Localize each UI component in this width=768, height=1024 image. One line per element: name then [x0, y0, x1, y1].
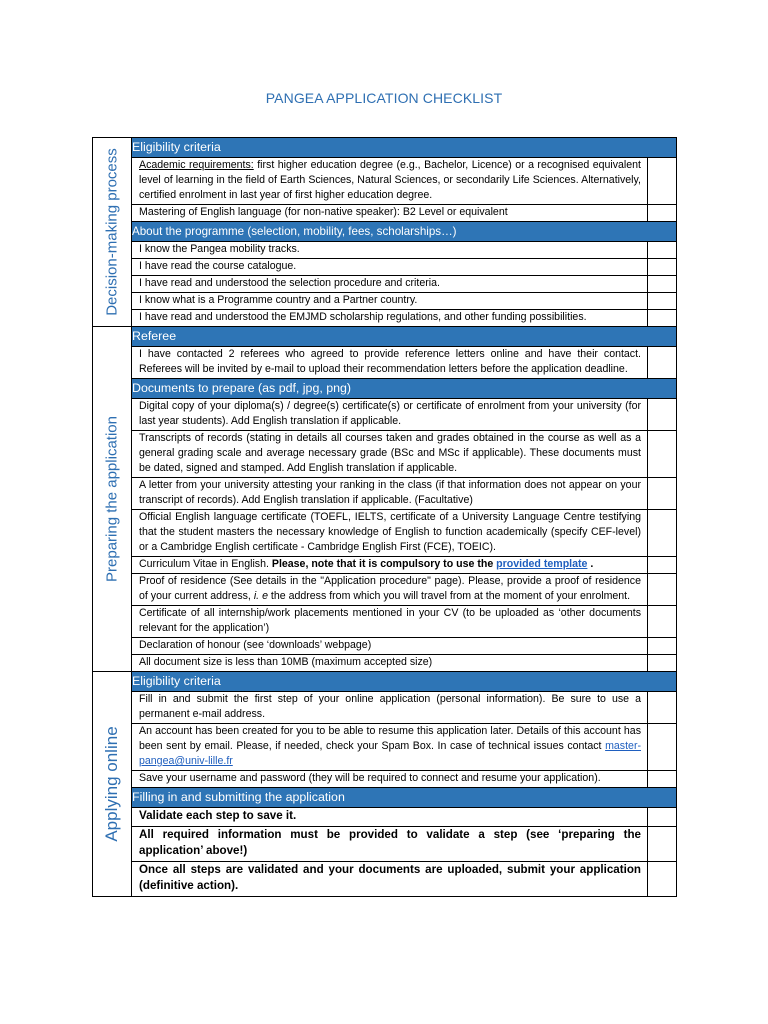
checkbox-cell[interactable]	[648, 510, 676, 556]
checklist-item: I know what is a Programme country and a Partner country.	[132, 292, 676, 309]
checkbox-cell[interactable]	[648, 771, 676, 787]
checkbox-cell[interactable]	[648, 205, 676, 221]
checklist-item: Mastering of English language (for non-native speaker): B2 Level or equivalent	[132, 204, 676, 221]
checklist-item: Academic requirements: first higher education degree (e.g., Bachelor, Licence) or a recognised equivalent level of learning in the field of Earth Sciences, Natural Sciences, or secondarily Life Sciences. Alternatively, certified enrolment in last year of first higher education degree.	[132, 157, 676, 204]
checkbox-cell[interactable]	[648, 827, 676, 861]
checkbox-cell[interactable]	[648, 259, 676, 275]
checkbox-cell[interactable]	[648, 606, 676, 637]
checklist-item: I have read and understood the selection procedure and criteria.	[132, 275, 676, 292]
checkbox-cell[interactable]	[648, 655, 676, 671]
checklist-item: I have read and understood the EMJMD scholarship regulations, and other funding possibilities.	[132, 309, 676, 326]
contact-email-link[interactable]: master-pangea@univ-lille.fr	[139, 740, 641, 767]
checklist-item: Save your username and password (they will be required to connect and resume your application).	[132, 770, 676, 787]
checkbox-cell[interactable]	[648, 724, 676, 770]
checkbox-cell[interactable]	[648, 310, 676, 326]
checkbox-cell[interactable]	[648, 293, 676, 309]
group-header-filling-submitting: Filling in and submitting the application	[132, 787, 676, 807]
checklist-item: An account has been created for you to be able to resume this application later. Details of this account has been sent by email. Please, if needed, check your Spam Box. In case of technical issues contact master-pangea@univ-lille.fr	[132, 723, 676, 770]
group-header-eligibility: Eligibility criteria	[132, 138, 676, 157]
section-side-label: Applying online	[93, 672, 132, 896]
checkbox-cell[interactable]	[648, 276, 676, 292]
checklist-item: I have contacted 2 referees who agreed to provide reference letters online and have their contact. Referees will be invited by e-mail to upload their recommendation letters before the application deadline.	[132, 346, 676, 378]
checkbox-cell[interactable]	[648, 242, 676, 258]
checklist-table	[92, 137, 677, 897]
provided-template-link[interactable]: provided template	[496, 558, 588, 570]
checkbox-cell[interactable]	[648, 638, 676, 654]
checkbox-cell[interactable]	[648, 692, 676, 723]
checkbox-cell[interactable]	[648, 557, 676, 573]
checklist-item: All document size is less than 10MB (maximum accepted size)	[132, 654, 676, 671]
group-header-referee: Referee	[132, 327, 676, 346]
checkbox-cell[interactable]	[648, 478, 676, 509]
section-side-label: Decision-making process	[93, 138, 132, 326]
checklist-item: Official English language certificate (TOEFL, IELTS, certificate of a University Language Centre testifying that the student masters the necessary knowledge of English to function academically (specify CEF-level) or a Cambridge English certificate - Cambridge English First (FCE), TOEIC).	[132, 509, 676, 556]
checklist-item: Once all steps are validated and your documents are uploaded, submit your application (definitive action).	[132, 861, 676, 896]
checklist-item: Declaration of honour (see ‘downloads’ webpage)	[132, 637, 676, 654]
section-applying-online	[93, 672, 676, 896]
checkbox-cell[interactable]	[648, 431, 676, 477]
group-header-about-programme: About the programme (selection, mobility, fees, scholarships…)	[132, 221, 676, 241]
checklist-item: Certificate of all internship/work placements mentioned in your CV (to be uploaded as ‘other documents relevant for the application’)	[132, 605, 676, 637]
group-header-documents: Documents to prepare (as pdf, jpg, png)	[132, 378, 676, 398]
checklist-item: Fill in and submit the first step of your online application (personal information). Be sure to use a permanent e-mail address.	[132, 691, 676, 723]
checklist-item: All required information must be provided to validate a step (see ‘preparing the application’ above!)	[132, 826, 676, 861]
document-title: PANGEA APPLICATION CHECKLIST	[265, 90, 503, 106]
checklist-item: A letter from your university attesting your ranking in the class (if that information does not appear on your transcript of records). Add English translation if applicable. (Facultative)	[132, 477, 676, 509]
section-decision-making	[93, 138, 676, 327]
section-side-label: Preparing the application	[93, 327, 132, 671]
section-preparing-application	[93, 327, 676, 672]
checkbox-cell[interactable]	[648, 808, 676, 826]
checklist-item: Curriculum Vitae in English. Please, note that it is compulsory to use the provided template .	[132, 556, 676, 573]
checklist-item: Transcripts of records (stating in details all courses taken and grades obtained in the course as well as a general grading scale and average necessary grade (BSc and MSc if applicable). These documents must be dated, signed and stamped. Add English translation if applicable.	[132, 430, 676, 477]
checkbox-cell[interactable]	[648, 574, 676, 605]
checkbox-cell[interactable]	[648, 158, 676, 204]
checkbox-cell[interactable]	[648, 862, 676, 896]
checkbox-cell[interactable]	[648, 399, 676, 430]
checklist-item: Proof of residence (See details in the "Application procedure" page). Please, provide a proof of residence of your current address, i. e the address from which you will travel from at the moment of your enrolment.	[132, 573, 676, 605]
checklist-item: I know the Pangea mobility tracks.	[132, 241, 676, 258]
checklist-item: Digital copy of your diploma(s) / degree(s) certificate(s) or certificate of enrolment from your university (for last year students). Add English translation if applicable.	[132, 398, 676, 430]
checklist-item: I have read the course catalogue.	[132, 258, 676, 275]
checkbox-cell[interactable]	[648, 347, 676, 378]
checklist-item: Validate each step to save it.	[132, 807, 676, 826]
group-header-eligibility-online: Eligibility criteria	[132, 672, 676, 691]
